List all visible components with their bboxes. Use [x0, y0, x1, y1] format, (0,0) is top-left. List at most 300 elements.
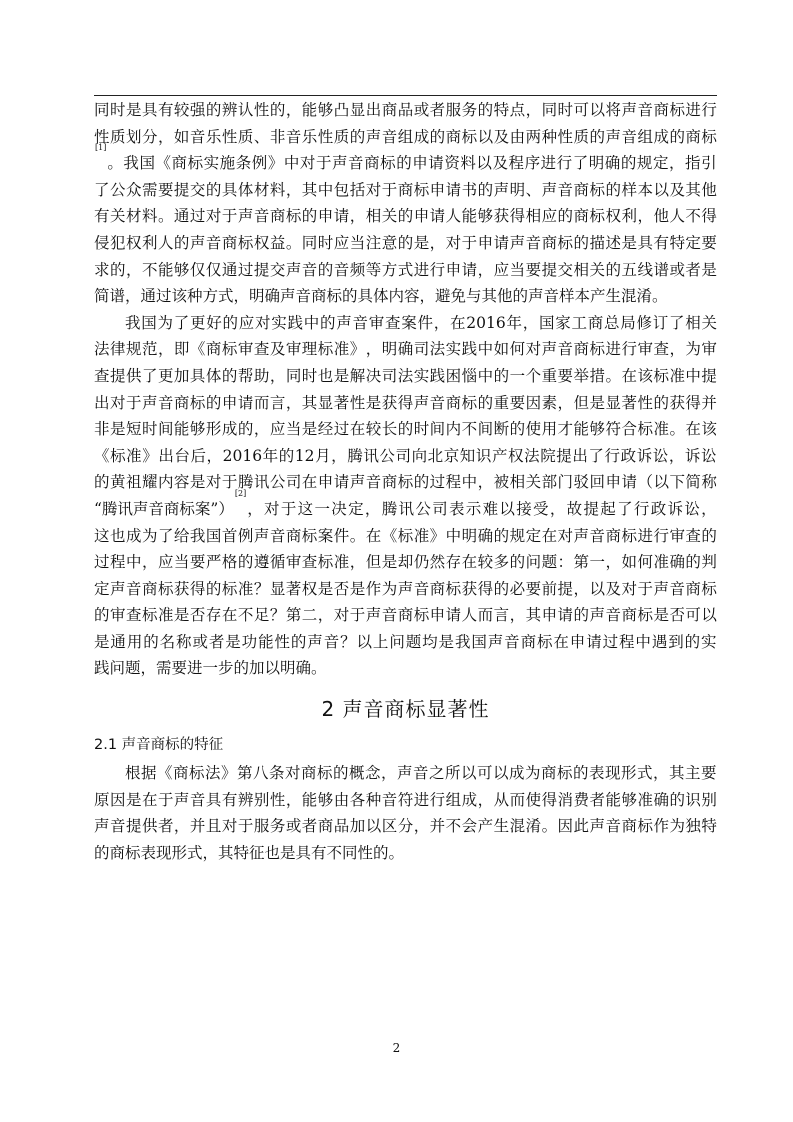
glyph: 得 — [397, 393, 414, 412]
glyph: 时 — [557, 101, 574, 119]
glyph: 准 — [237, 579, 254, 598]
glyph: 的 — [221, 366, 238, 385]
glyph: 北 — [427, 446, 444, 465]
glyph: 是 — [349, 579, 366, 598]
text-line — [94, 549, 717, 576]
glyph: 的 — [205, 180, 222, 199]
glyph: 给 — [173, 526, 190, 545]
glyph: 者 — [208, 632, 225, 651]
glyph: 时 — [141, 420, 158, 439]
glyph: 件 — [333, 526, 350, 545]
glyph: 而 — [509, 790, 526, 809]
glyph: ， — [557, 393, 574, 412]
glyph: 示 — [465, 499, 482, 518]
glyph: 供 — [141, 817, 158, 836]
glyph: 商 — [285, 526, 302, 545]
glyph: 可 — [477, 764, 493, 783]
glyph: 利 — [621, 207, 637, 226]
glyph: 能 — [301, 101, 318, 119]
glyph: 问 — [389, 632, 405, 651]
glyph: 后 — [190, 446, 206, 465]
glyph: 商 — [397, 180, 414, 199]
glyph: 标 — [637, 420, 653, 439]
glyph: 表 — [448, 499, 465, 518]
glyph: 更 — [190, 313, 206, 332]
glyph: 在 — [301, 473, 318, 492]
glyph: 由 — [333, 790, 350, 809]
header-rule — [94, 95, 717, 96]
glyph: 《 — [381, 526, 398, 545]
glyph: 申 — [541, 606, 558, 625]
glyph: 的 — [605, 180, 622, 199]
glyph: 侵 — [94, 233, 110, 252]
glyph: 如 — [621, 553, 637, 572]
glyph: 的 — [143, 632, 159, 651]
glyph: 行 — [556, 154, 573, 173]
glyph: 频 — [349, 260, 366, 279]
glyph: 的 — [397, 420, 414, 439]
glyph: 首 — [221, 526, 238, 545]
glyph: 标 — [413, 606, 430, 625]
glyph: 请 — [237, 393, 254, 412]
glyph: 式 — [637, 764, 653, 783]
glyph: 第 — [285, 606, 302, 625]
glyph: 商 — [205, 340, 222, 359]
glyph: 例 — [251, 154, 268, 173]
glyph: 音 — [323, 632, 340, 651]
glyph: 理 — [301, 340, 318, 359]
glyph: 案 — [401, 313, 417, 332]
glyph: 音 — [621, 127, 637, 146]
glyph: 程 — [445, 473, 462, 492]
glyph: 音 — [348, 154, 364, 173]
glyph: 订 — [652, 313, 669, 332]
glyph: 对 — [299, 154, 316, 173]
glyph: 出 — [365, 101, 382, 119]
glyph: 京 — [443, 446, 460, 465]
glyph: 时 — [413, 420, 430, 439]
glyph: 其 — [685, 180, 701, 199]
glyph: 。 — [349, 526, 366, 545]
glyph: 以 — [701, 606, 717, 625]
glyph: 声 — [94, 817, 110, 836]
glyph: 然 — [429, 553, 446, 572]
glyph: 要 — [157, 180, 174, 199]
glyph: 准 — [413, 526, 430, 545]
glyph: 驳 — [573, 473, 590, 492]
glyph: 成 — [653, 127, 669, 146]
glyph: 台 — [174, 446, 190, 465]
glyph: 应 — [333, 233, 350, 252]
glyph: 实 — [445, 340, 462, 359]
glyph: 标 — [397, 473, 414, 492]
glyph: 重 — [541, 366, 558, 385]
glyph: 非 — [269, 127, 286, 146]
glyph: 表 — [589, 764, 605, 783]
glyph: 权 — [605, 207, 622, 226]
glyph: 乐 — [205, 127, 222, 146]
glyph: 决 — [331, 499, 347, 518]
glyph: 标 — [461, 127, 478, 146]
glyph: 第 — [237, 764, 253, 783]
glyph: 因 — [109, 790, 126, 809]
glyph: 准 — [637, 790, 653, 809]
glyph: 多 — [493, 553, 510, 572]
glyph: 声 — [589, 817, 606, 836]
glyph: 、 — [525, 180, 542, 199]
glyph: 是 — [94, 632, 110, 651]
glyph: 以 — [589, 101, 606, 119]
glyph: ， — [157, 127, 174, 146]
glyph: 于 — [637, 579, 653, 598]
glyph: 条 — [269, 764, 285, 783]
glyph: 是 — [438, 632, 455, 651]
glyph: 规 — [509, 526, 526, 545]
glyph: 对 — [221, 817, 238, 836]
glyph: 简 — [685, 473, 701, 492]
glyph: 该 — [637, 366, 653, 385]
glyph: 同 — [541, 101, 558, 119]
glyph: 的 — [237, 420, 254, 439]
glyph: ， — [413, 817, 430, 836]
glyph: 耀 — [141, 473, 158, 492]
glyph: 标 — [589, 207, 606, 226]
glyph: 原 — [94, 790, 110, 809]
glyph: 程 — [619, 632, 635, 651]
glyph: 讼 — [684, 499, 700, 518]
glyph: 音 — [189, 127, 206, 146]
text-line — [94, 310, 717, 337]
glyph: 声 — [189, 233, 206, 252]
glyph: 服 — [253, 817, 270, 836]
text-line — [94, 523, 717, 550]
glyph: 为 — [685, 340, 701, 359]
glyph: 而 — [253, 393, 270, 412]
glyph: 声 — [605, 127, 622, 146]
text-line — [94, 124, 717, 151]
glyph: 对 — [205, 207, 222, 226]
glyph: 商 — [685, 579, 701, 598]
glyph: 能 — [461, 207, 478, 226]
glyph: 的 — [205, 101, 222, 119]
glyph: 了 — [141, 366, 158, 385]
glyph: 要 — [701, 764, 717, 783]
glyph: 淆 — [525, 817, 542, 836]
glyph: 准 — [126, 446, 142, 465]
glyph: 国 — [139, 154, 155, 173]
glyph: 众 — [125, 180, 142, 199]
glyph: 利 — [141, 233, 158, 252]
glyph: 修 — [636, 313, 652, 332]
glyph: 标 — [301, 526, 318, 545]
glyph: 出 — [158, 446, 174, 465]
glyph: 国 — [205, 526, 222, 545]
glyph: 商 — [445, 393, 462, 412]
glyph: 及 — [493, 127, 510, 146]
glyph: 为 — [669, 817, 685, 836]
glyph: 其 — [301, 393, 318, 412]
glyph: 必 — [509, 579, 526, 598]
glyph: 措 — [589, 366, 606, 385]
glyph: 2016 — [222, 446, 263, 465]
glyph: 助 — [253, 366, 270, 385]
glyph: 提 — [701, 366, 717, 385]
glyph: 二 — [301, 606, 318, 625]
glyph: 中 — [635, 632, 651, 651]
glyph: 声 — [365, 606, 382, 625]
glyph: 《 — [189, 340, 206, 359]
glyph: 别 — [701, 790, 717, 809]
glyph: 音 — [429, 393, 446, 412]
glyph: 者 — [429, 101, 446, 119]
glyph: 条 — [235, 154, 252, 173]
glyph: 、 — [253, 127, 270, 146]
glyph: 人 — [445, 207, 462, 226]
glyph: 在 — [541, 526, 558, 545]
glyph: 时 — [301, 366, 318, 385]
glyph: 可 — [685, 606, 701, 625]
glyph: 对 — [445, 233, 462, 252]
glyph: 服 — [445, 101, 462, 119]
glyph: 音 — [301, 260, 318, 279]
glyph: 个 — [525, 366, 542, 385]
glyph: 申 — [317, 207, 334, 226]
glyph: 。 — [157, 207, 174, 226]
glyph: 要 — [525, 579, 542, 598]
glyph: 有 — [94, 207, 110, 226]
text-line — [94, 576, 717, 603]
glyph: 应 — [157, 553, 174, 572]
glyph: ， — [477, 260, 494, 279]
glyph: 的 — [333, 764, 349, 783]
glyph: 接 — [516, 499, 532, 518]
glyph: 局 — [620, 313, 636, 332]
glyph: 声 — [621, 101, 637, 119]
glyph: 辨 — [221, 101, 238, 119]
glyph: 著 — [621, 393, 637, 412]
text-line — [94, 787, 717, 814]
glyph: 遵 — [253, 553, 270, 572]
glyph: 音 — [589, 526, 606, 545]
glyph: 称 — [701, 473, 717, 492]
glyph: 中 — [685, 366, 701, 385]
glyph: 音 — [669, 579, 685, 598]
glyph: 商 — [173, 393, 190, 412]
glyph: 言 — [493, 606, 510, 625]
glyph: 审 — [669, 526, 685, 545]
glyph: 识 — [475, 446, 492, 465]
glyph: ， — [253, 420, 270, 439]
glyph: 且 — [205, 817, 222, 836]
glyph: 范 — [141, 340, 158, 359]
glyph: 声 — [541, 340, 558, 359]
glyph: 名 — [159, 632, 176, 651]
glyph: 过 — [189, 207, 206, 226]
glyph: 该 — [701, 420, 717, 439]
glyph: 成 — [221, 420, 238, 439]
glyph: 》 — [267, 154, 284, 173]
glyph: 否 — [333, 579, 350, 598]
glyph: 消 — [557, 790, 574, 809]
glyph: 需 — [141, 180, 158, 199]
glyph: 性 — [637, 393, 653, 412]
glyph: 形 — [621, 764, 637, 783]
glyph: ？ — [340, 632, 356, 651]
glyph: 声 — [173, 790, 190, 809]
glyph: 案 — [317, 526, 334, 545]
glyph: 声 — [365, 127, 382, 146]
glyph: 够 — [589, 420, 606, 439]
glyph: 前 — [541, 579, 558, 598]
glyph: 《 — [94, 446, 110, 465]
text-line — [94, 143, 717, 177]
glyph: 会 — [461, 817, 478, 836]
glyph: 工 — [571, 313, 587, 332]
glyph: 标 — [380, 154, 396, 173]
glyph: 进 — [685, 101, 701, 119]
glyph: 关 — [525, 473, 542, 492]
glyph: 当 — [285, 420, 302, 439]
glyph: 也 — [109, 526, 126, 545]
glyph: 得 — [189, 579, 206, 598]
glyph: 讯 — [363, 446, 379, 465]
glyph: 标 — [157, 579, 174, 598]
glyph: 一 — [314, 499, 330, 518]
glyph: 的 — [573, 233, 590, 252]
glyph: 音 — [365, 473, 382, 492]
glyph: 音 — [557, 340, 574, 359]
glyph: 在 — [461, 553, 478, 572]
glyph: 的 — [205, 579, 222, 598]
glyph: 声 — [589, 606, 606, 625]
glyph: 作 — [653, 817, 669, 836]
glyph: 商 — [173, 764, 189, 783]
glyph: 标 — [637, 606, 653, 625]
glyph: 言 — [269, 393, 286, 412]
glyph: 能 — [157, 260, 174, 279]
glyph: 有 — [221, 790, 238, 809]
glyph: 权 — [301, 579, 318, 598]
glyph: 能 — [573, 420, 590, 439]
text-line — [94, 813, 717, 840]
glyph: 请 — [445, 180, 462, 199]
glyph: 这 — [94, 526, 110, 545]
glyph: 的 — [413, 473, 430, 492]
glyph: 定 — [525, 526, 542, 545]
glyph: 标 — [397, 526, 414, 545]
glyph: ， — [668, 446, 685, 465]
glyph: 提 — [173, 180, 190, 199]
glyph: 请 — [333, 473, 350, 492]
glyph: 标 — [701, 127, 717, 146]
glyph: 准 — [653, 553, 669, 572]
glyph: 八 — [253, 764, 269, 783]
text-line — [94, 416, 717, 443]
glyph: ， — [573, 579, 590, 598]
glyph: ， — [668, 154, 685, 173]
glyph: 要 — [509, 393, 526, 412]
glyph: 为 — [381, 579, 398, 598]
glyph: 一 — [509, 366, 526, 385]
glyph: 音 — [605, 817, 622, 836]
glyph: 讼 — [700, 446, 717, 465]
glyph: 实 — [413, 366, 430, 385]
glyph: 有 — [653, 233, 669, 252]
glyph: 仍 — [413, 553, 430, 572]
glyph: 商 — [221, 233, 238, 252]
glyph: 的 — [320, 313, 336, 332]
glyph: 引 — [701, 154, 717, 173]
glyph: 具 — [637, 233, 653, 252]
glyph: 申 — [221, 393, 238, 412]
glyph: 商 — [573, 340, 590, 359]
glyph: 特 — [669, 233, 685, 252]
glyph: 性 — [349, 393, 366, 412]
glyph: 声 — [237, 207, 254, 226]
glyph: 商 — [445, 127, 462, 146]
glyph: 据 — [141, 764, 157, 783]
glyph: 于 — [461, 233, 478, 252]
glyph: 规 — [636, 154, 653, 173]
glyph: 对 — [333, 606, 350, 625]
glyph: 。 — [285, 233, 302, 252]
glyph: 经 — [317, 420, 334, 439]
glyph: 以 — [476, 154, 492, 173]
glyph: 声 — [253, 526, 270, 545]
glyph: 标 — [285, 207, 302, 226]
glyph: 确 — [477, 526, 494, 545]
glyph: 以 — [365, 817, 382, 836]
glyph: 格 — [221, 553, 238, 572]
glyph: 腾 — [381, 499, 398, 518]
glyph: 组 — [445, 790, 462, 809]
glyph: 音 — [381, 606, 398, 625]
glyph: 书 — [461, 180, 478, 199]
glyph: 权 — [508, 446, 524, 465]
glyph: 进 — [413, 790, 430, 809]
glyph: ， — [433, 313, 450, 332]
glyph: 产 — [491, 446, 508, 465]
glyph: 及 — [492, 154, 508, 173]
glyph: ， — [173, 817, 190, 836]
glyph: 有 — [157, 101, 174, 119]
glyph: 本 — [637, 180, 653, 199]
glyph: 确 — [669, 553, 685, 572]
glyph: 得 — [701, 207, 717, 226]
glyph: 请 — [461, 260, 478, 279]
glyph: 中 — [125, 553, 142, 572]
glyph: 较 — [173, 101, 190, 119]
glyph: 确 — [397, 340, 414, 359]
glyph: 中 — [303, 313, 320, 332]
glyph: 明 — [381, 340, 398, 359]
glyph: 商 — [685, 127, 701, 146]
glyph: 查 — [125, 606, 142, 625]
glyph: 查 — [301, 553, 318, 572]
glyph: 此 — [573, 817, 590, 836]
glyph: 惱 — [461, 366, 478, 385]
glyph: 查 — [685, 526, 701, 545]
glyph: 请 — [333, 207, 350, 226]
glyph: 却 — [397, 553, 414, 572]
glyph: 进 — [605, 340, 622, 359]
glyph: 于 — [237, 817, 254, 836]
glyph: ， — [349, 207, 366, 226]
glyph: 者 — [685, 260, 701, 279]
glyph: 交 — [189, 180, 206, 199]
glyph: 困 — [445, 366, 462, 385]
glyph: 的 — [396, 154, 412, 173]
